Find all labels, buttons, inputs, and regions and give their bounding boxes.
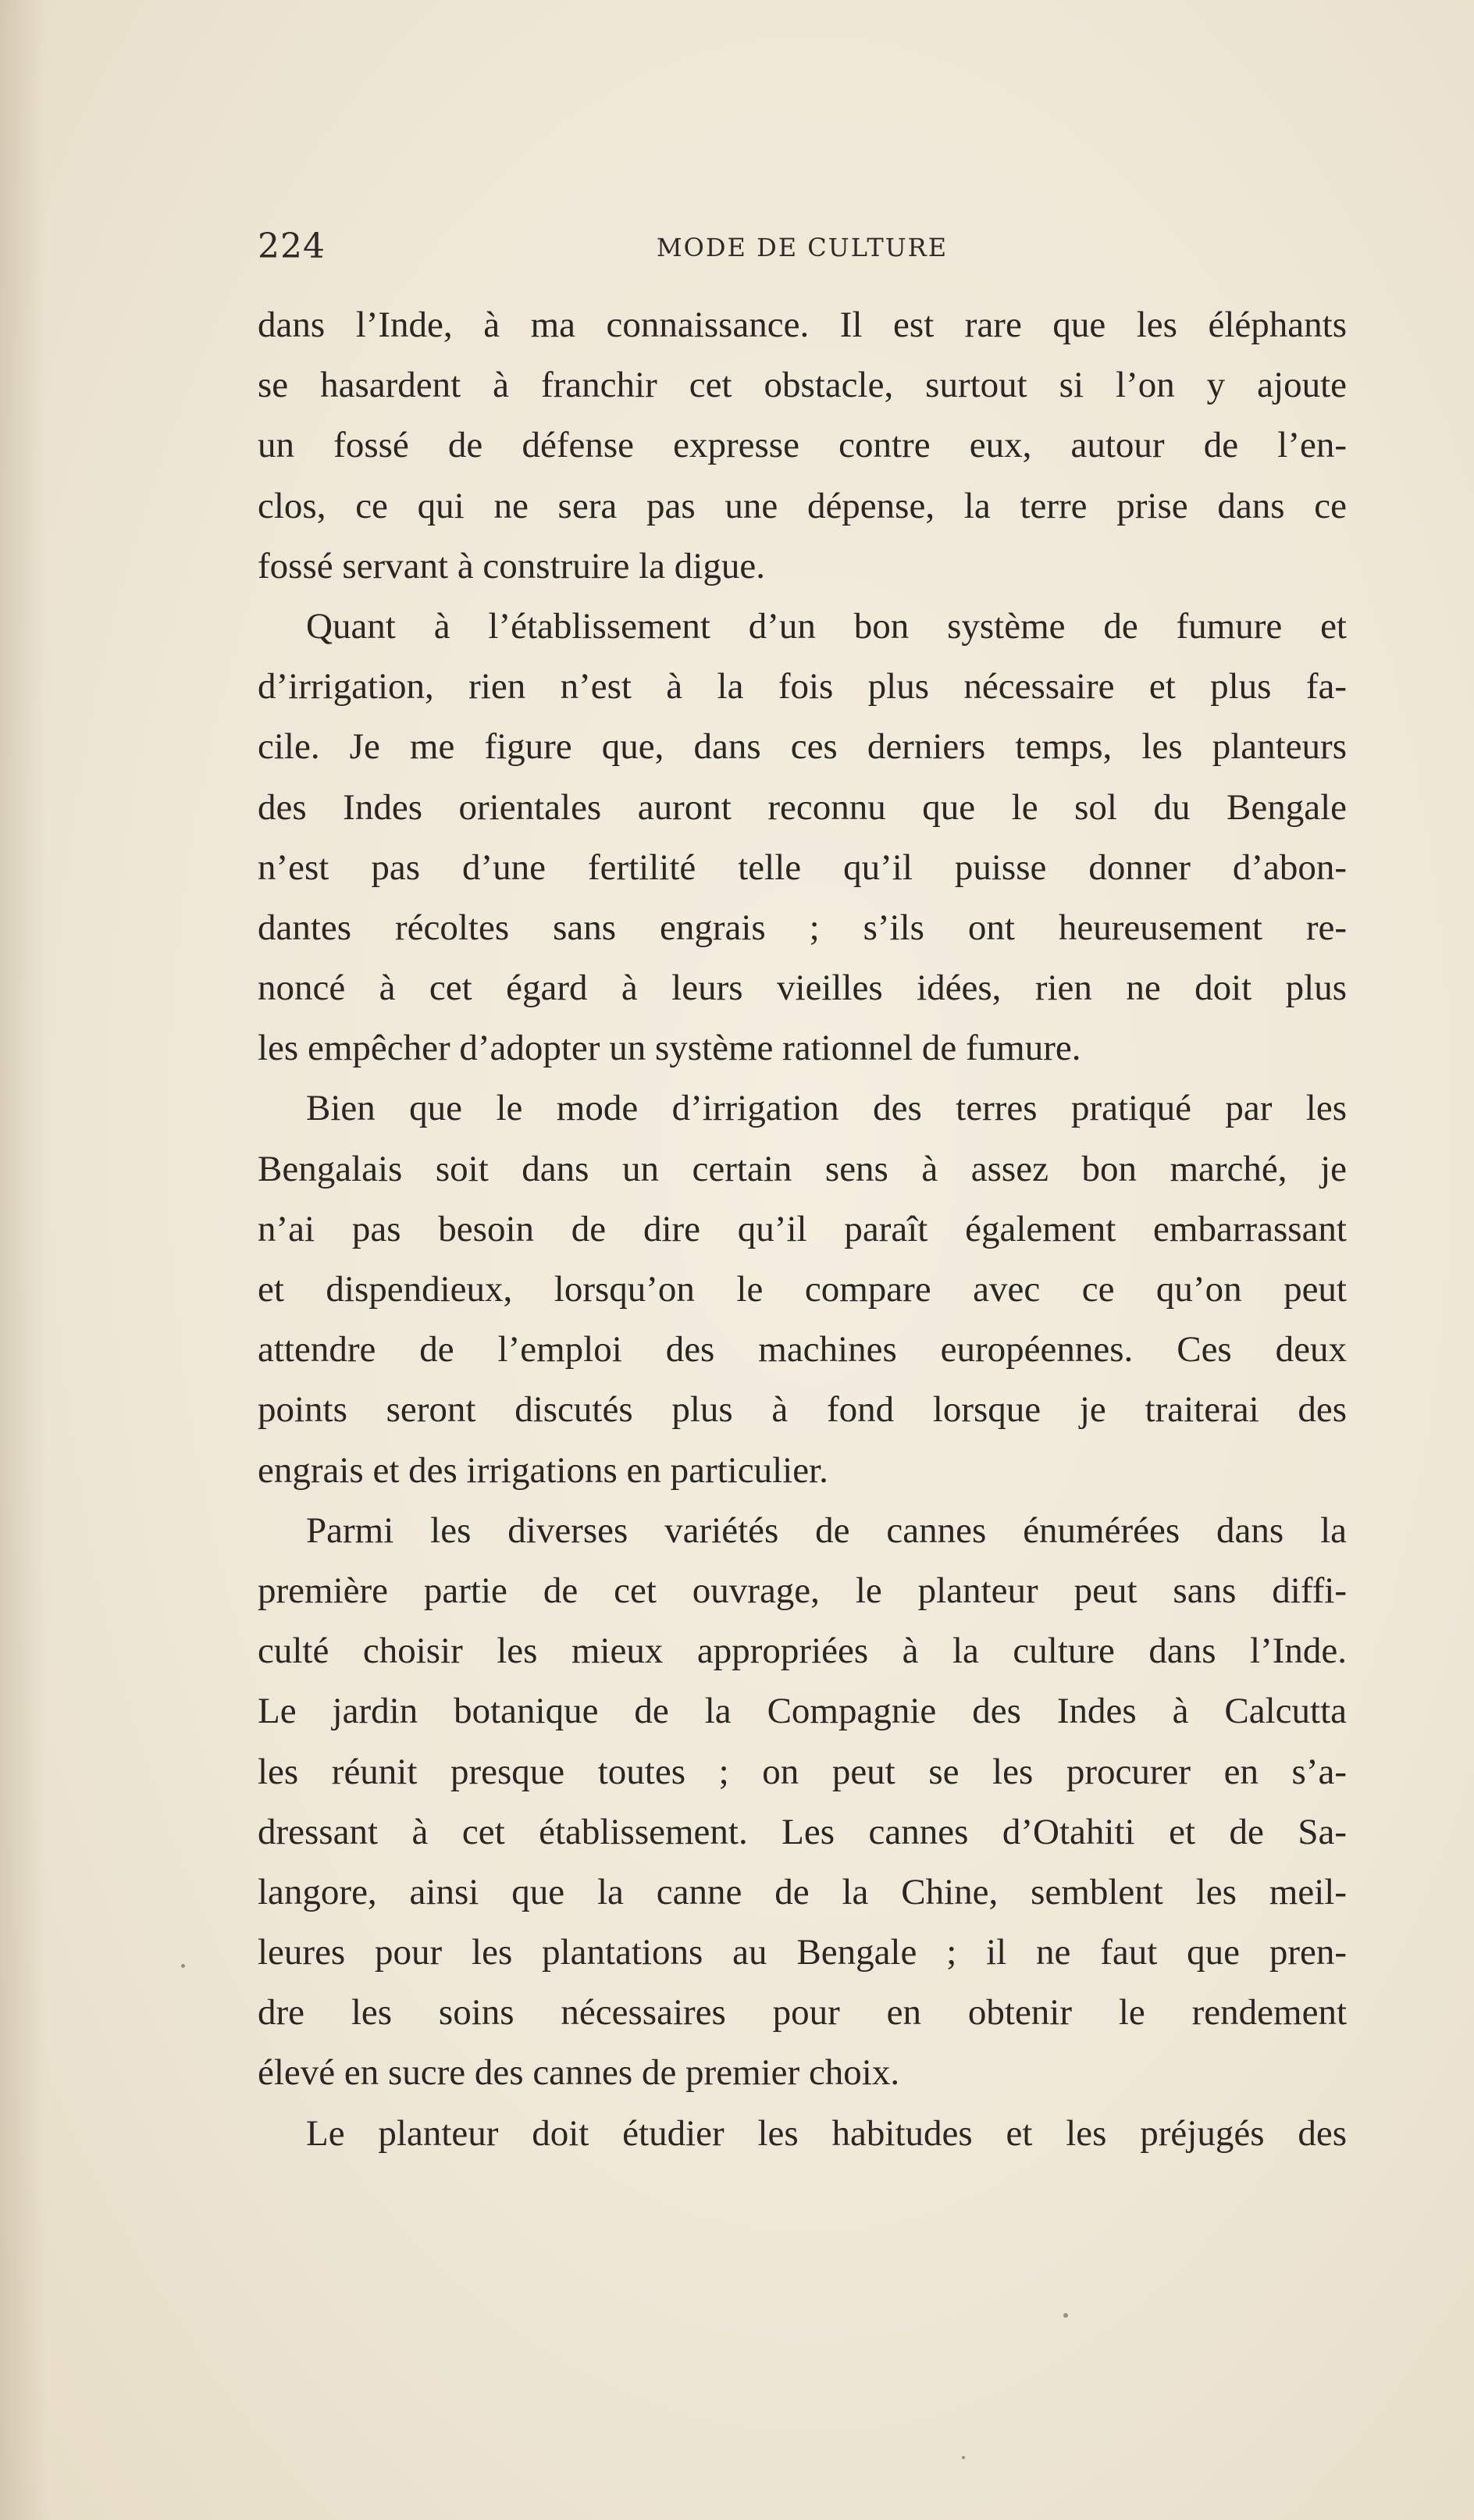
text-line: d’irrigation, rien n’est à la fois plus nécessaire et plus fa-	[258, 666, 1347, 708]
text-line: Quant à l’établissement d’un bon système de fumure et	[306, 605, 1347, 647]
text-line: dre les soins nécessaires pour en obtenir le rendement	[258, 1992, 1347, 2033]
text-line: les réunit presque toutes ; on peut se les procurer en s’a-	[258, 1751, 1347, 1792]
text-line: noncé à cet égard à leurs vieilles idées, rien ne doit plus	[258, 968, 1347, 1009]
text-line: et dispendieux, lorsqu’on le compare avec ce qu’on peut	[258, 1269, 1347, 1310]
gutter-shadow	[0, 0, 47, 2520]
page-number: 224	[258, 226, 326, 266]
text-line: dantes récoltes sans engrais ; s’ils ont heureusement re-	[258, 907, 1347, 948]
paper-speck	[962, 2456, 965, 2459]
text-line: culté choisir les mieux appropriées à la culture dans l’Inde.	[258, 1631, 1347, 1672]
text-line: attendre de l’emploi des machines européennes. Ces deux	[258, 1329, 1347, 1370]
text-line: Le jardin botanique de la Compagnie des Indes à Calcutta	[258, 1691, 1347, 1732]
text-line: Parmi les diverses variétés de cannes énumérées dans la	[306, 1510, 1347, 1551]
text-line: n’est pas d’une fertilité telle qu’il puisse donner d’abon-	[258, 847, 1347, 888]
text-line: dans l’Inde, à ma connaissance. Il est rare que les éléphants	[258, 305, 1347, 345]
body-text	[258, 295, 1347, 2164]
paper-speck	[181, 1964, 185, 1968]
text-line: élevé en sucre des cannes de premier choix.	[258, 2052, 900, 2094]
paper-speck	[1063, 2313, 1068, 2318]
text-line: les empêcher d’adopter un système rationnel de fumure.	[258, 1028, 1081, 1069]
text-line: points seront discutés plus à fond lorsque je traiterai des	[258, 1389, 1347, 1431]
text-line: fossé servant à construire la digue.	[258, 545, 765, 586]
text-line: un fossé de défense expresse contre eux, autour de l’en-	[258, 425, 1347, 466]
text-line: engrais et des irrigations en particulier.	[258, 1449, 828, 1491]
text-line: clos, ce qui ne sera pas une dépense, la terre prise dans ce	[258, 485, 1347, 526]
text-line: dressant à cet établissement. Les cannes d’Otahiti et de Sa-	[258, 1811, 1347, 1852]
text-line: Bien que le mode d’irrigation des terres pratiqué par les	[306, 1088, 1347, 1129]
text-line: Bengalais soit dans un certain sens à assez bon marché, je	[258, 1148, 1347, 1189]
text-line: se hasardent à franchir cet obstacle, surtout si l’on y ajoute	[258, 365, 1347, 406]
text-line: leures pour les plantations au Bengale ; il ne faut que pren-	[258, 1932, 1347, 1973]
text-line: n’ai pas besoin de dire qu’il paraît également embarrassant	[258, 1208, 1347, 1249]
text-line: Le planteur doit étudier les habitudes et les préjugés des	[306, 2112, 1347, 2154]
page-header	[258, 226, 1347, 273]
running-head: MODE DE CULTURE	[656, 233, 949, 262]
text-line: des Indes orientales auront reconnu que le sol du Bengale	[258, 786, 1347, 828]
text-line: langore, ainsi que la canne de la Chine, semblent les meil-	[258, 1871, 1347, 1912]
text-line: cile. Je me figure que, dans ces derniers temps, les planteurs	[258, 726, 1347, 768]
text-line: première partie de cet ouvrage, le planteur peut sans diffi-	[258, 1570, 1347, 1611]
